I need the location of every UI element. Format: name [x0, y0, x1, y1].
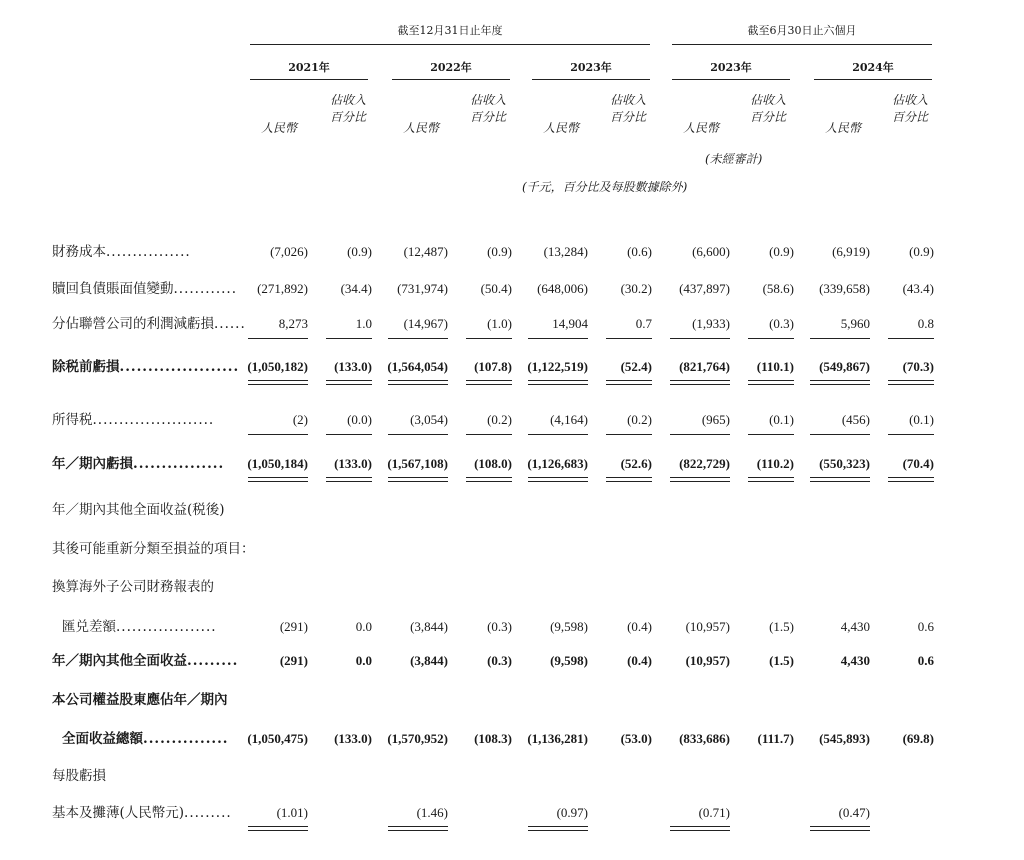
double-underline [606, 477, 652, 482]
amount-rmb-cell: (12,487) [403, 244, 448, 259]
row-label [52, 241, 191, 263]
single-underline [670, 434, 730, 435]
amount-rmb-cell: (731,974) [397, 281, 448, 296]
amount-rmb-cell: (2) [292, 412, 308, 427]
leader-dots: ................ [106, 244, 191, 260]
amount-rmb-cell: 8,273 [278, 316, 308, 331]
pct-of-revenue-cell: (69.8) [902, 731, 934, 746]
year-rule [392, 79, 510, 80]
year-header: 2024年 [852, 61, 894, 74]
leader-dots: ......... [184, 805, 232, 821]
row-finance-costs [0, 241, 1024, 263]
leader-dots: ......... [187, 653, 239, 669]
amount-rmb-cell: 4,430 [840, 619, 870, 634]
pct-of-revenue-cell: 1.0 [355, 316, 372, 331]
col-subheader-rmb: 人民幣 [260, 121, 297, 135]
amount-rmb-cell: (1,122,519) [527, 359, 588, 374]
pct-of-revenue-cell: 0.0 [355, 653, 372, 668]
amount-rmb-cell: (648,006) [537, 281, 588, 296]
double-underline [466, 477, 512, 482]
amount-rmb-cell: (6,919) [832, 244, 870, 259]
row-total-comprehensive-loss [0, 728, 1024, 750]
pct-of-revenue-cell: (1.0) [487, 316, 512, 331]
amount-rmb-cell: (10,957) [685, 653, 730, 668]
amount-rmb-cell: 5,960 [840, 316, 870, 331]
pct-of-revenue-cell: (0.4) [627, 653, 652, 668]
leader-dots: ................... [116, 619, 217, 635]
double-underline [528, 380, 588, 385]
amount-rmb-cell: (9,598) [550, 619, 588, 634]
pct-of-revenue-cell: (1.5) [769, 653, 794, 668]
double-underline [748, 477, 794, 482]
double-underline [388, 826, 448, 831]
row-label-text: 全面收益總額 [62, 731, 143, 747]
pct-of-revenue-cell: (0.4) [627, 619, 652, 634]
double-underline [466, 380, 512, 385]
row-label-text: 匯兑差額 [62, 619, 116, 635]
row-income-tax [0, 409, 1024, 431]
single-underline [606, 434, 652, 435]
year-header: 2021年 [288, 61, 330, 74]
col-subheader-rmb: 人民幣 [682, 121, 719, 135]
pct-of-revenue-cell: (52.4) [620, 359, 652, 374]
pct-of-revenue-cell: (0.2) [627, 412, 652, 427]
row-label [52, 409, 214, 431]
pct-of-revenue-cell: (30.2) [620, 281, 652, 296]
pct-of-revenue-cell: (111.7) [757, 731, 794, 746]
pct-of-revenue-cell: (70.4) [902, 456, 934, 471]
year-rule [672, 79, 790, 80]
year-rule [532, 79, 650, 80]
single-underline [528, 434, 588, 435]
pct-of-revenue-cell: (133.0) [334, 359, 372, 374]
row-reclassifiable-items-heading [0, 538, 1024, 560]
year-header: 2023年 [570, 61, 612, 74]
amount-rmb-cell: (549,867) [819, 359, 870, 374]
pct-of-revenue-cell: (0.9) [909, 244, 934, 259]
row-label-text: 每股虧損 [52, 768, 106, 784]
double-underline [888, 477, 934, 482]
amount-rmb-cell: (10,957) [685, 619, 730, 634]
amount-rmb-cell: (437,897) [679, 281, 730, 296]
row-redemption-liability-change [0, 278, 1024, 300]
amount-rmb-cell: (833,686) [679, 731, 730, 746]
row-label [62, 728, 229, 750]
col-subheader-pct: 佔收入 百分比 [329, 93, 366, 124]
pct-of-revenue-cell: (110.2) [756, 456, 794, 471]
pct-of-revenue-cell: (107.8) [474, 359, 512, 374]
year-header: 2022年 [430, 61, 472, 74]
pct-of-revenue-cell: (133.0) [334, 731, 372, 746]
pct-of-revenue-cell: (0.9) [347, 244, 372, 259]
row-label [52, 576, 214, 598]
row-label-text: 除税前虧損 [52, 359, 120, 375]
amount-rmb-cell: (7,026) [270, 244, 308, 259]
amount-rmb-cell: (6,600) [692, 244, 730, 259]
double-underline [810, 477, 870, 482]
single-underline [888, 338, 934, 339]
amount-rmb-cell: (550,323) [819, 456, 870, 471]
row-label-text: 本公司權益股東應佔年／期內 [52, 692, 228, 708]
amount-rmb-cell: (1.46) [416, 805, 448, 820]
amount-rmb-cell: (271,892) [257, 281, 308, 296]
pct-of-revenue-cell: (0.2) [487, 412, 512, 427]
double-underline [388, 380, 448, 385]
row-translation-heading [0, 576, 1024, 598]
amount-rmb-cell: (1,050,475) [247, 731, 308, 746]
row-label-text: 分佔聯營公司的利潤減虧損 [52, 316, 214, 332]
single-underline [248, 434, 308, 435]
double-underline [528, 477, 588, 482]
double-underline [248, 380, 308, 385]
amount-rmb-cell: (3,844) [410, 619, 448, 634]
pct-of-revenue-cell: (34.4) [340, 281, 372, 296]
single-underline [748, 338, 794, 339]
row-label-text: 年／期內其他全面收益(税後) [52, 502, 225, 518]
row-oci-after-tax-heading [0, 499, 1024, 521]
pct-of-revenue-cell: (0.9) [769, 244, 794, 259]
amount-rmb-cell: (1,050,184) [247, 456, 308, 471]
double-underline [670, 826, 730, 831]
amount-rmb-cell: (821,764) [679, 359, 730, 374]
amount-rmb-cell: (339,658) [819, 281, 870, 296]
unit-note: (千元，百分比及每股數據除外) [522, 180, 688, 194]
double-underline [326, 380, 372, 385]
single-underline [466, 434, 512, 435]
amount-rmb-cell: (9,598) [550, 653, 588, 668]
amount-rmb-cell: (14,967) [403, 316, 448, 331]
pct-of-revenue-cell: (0.6) [627, 244, 652, 259]
amount-rmb-cell: (291) [279, 653, 308, 668]
amount-rmb-cell: (822,729) [679, 456, 730, 471]
amount-rmb-cell: (0.71) [698, 805, 730, 820]
single-underline [810, 434, 870, 435]
single-underline [326, 338, 372, 339]
amount-rmb-cell: (4,164) [550, 412, 588, 427]
row-label [52, 689, 228, 711]
pct-of-revenue-cell: (70.3) [902, 359, 934, 374]
pct-of-revenue-cell: (108.3) [474, 731, 512, 746]
double-underline [748, 380, 794, 385]
single-underline [670, 338, 730, 339]
amount-rmb-cell: (0.97) [556, 805, 588, 820]
amount-rmb-cell: 4,430 [840, 653, 870, 668]
row-total-attributable-heading [0, 689, 1024, 711]
amount-rmb-cell: (1,136,281) [527, 731, 588, 746]
year-header: 2023年 [710, 61, 752, 74]
leader-dots: ............ [173, 281, 237, 297]
amount-rmb-cell: (1,567,108) [387, 456, 448, 471]
row-label [52, 802, 232, 824]
pct-of-revenue-cell: (0.0) [347, 412, 372, 427]
amount-rmb-cell: (1,564,054) [387, 359, 448, 374]
pct-of-revenue-cell: (0.3) [487, 653, 512, 668]
pct-of-revenue-cell: (0.1) [909, 412, 934, 427]
group-header-six-months: 截至6月30日止六個月 [747, 24, 857, 37]
amount-rmb-cell: (1,570,952) [387, 731, 448, 746]
single-underline [748, 434, 794, 435]
amount-rmb-cell: (1,933) [692, 316, 730, 331]
col-subheader-pct: 佔收入 百分比 [609, 93, 646, 124]
pct-of-revenue-cell: 0.6 [917, 653, 934, 668]
col-subheader-pct: 佔收入 百分比 [469, 93, 506, 124]
pct-of-revenue-cell: (0.9) [487, 244, 512, 259]
row-label [62, 616, 217, 638]
row-label-text: 其後可能重新分類至損益的項目： [52, 541, 255, 557]
single-underline [388, 338, 448, 339]
col-subheader-rmb: 人民幣 [402, 121, 439, 135]
pct-of-revenue-cell: 0.7 [635, 316, 652, 331]
single-underline [248, 338, 308, 339]
double-underline [248, 477, 308, 482]
single-underline [888, 434, 934, 435]
single-underline [810, 338, 870, 339]
pct-of-revenue-cell: (50.4) [480, 281, 512, 296]
pct-of-revenue-cell: (110.1) [756, 359, 794, 374]
row-loss-before-tax [0, 356, 1024, 378]
leader-dots: ..................... [119, 359, 240, 375]
double-underline [528, 826, 588, 831]
amount-rmb-cell: (1,050,182) [247, 359, 308, 374]
pct-of-revenue-cell: (43.4) [902, 281, 934, 296]
row-label [52, 278, 237, 300]
pct-of-revenue-cell: (53.0) [620, 731, 652, 746]
col-subheader-rmb: 人民幣 [542, 121, 579, 135]
single-underline [388, 434, 448, 435]
col-subheader-pct: 佔收入 百分比 [749, 93, 786, 124]
pct-of-revenue-cell: 0.6 [917, 619, 934, 634]
row-label [52, 765, 106, 787]
amount-rmb-cell: (1,126,683) [527, 456, 588, 471]
row-oci-for-period [0, 650, 1024, 672]
row-label-text: 所得税 [52, 412, 93, 428]
pct-of-revenue-cell: (58.6) [762, 281, 794, 296]
amount-rmb-cell: (545,893) [819, 731, 870, 746]
row-share-of-associates [0, 313, 1024, 335]
pct-of-revenue-cell: (133.0) [334, 456, 372, 471]
amount-rmb-cell: (456) [841, 412, 870, 427]
group-header-year-ended: 截至12月31日止年度 [397, 24, 503, 37]
leader-dots: ...... [214, 316, 246, 332]
group-header-rule [250, 44, 650, 45]
year-rule [814, 79, 932, 80]
pct-of-revenue-cell: (52.6) [620, 456, 652, 471]
unaudited-note: (未經審計) [705, 152, 763, 166]
amount-rmb-cell: (3,054) [410, 412, 448, 427]
pct-of-revenue-cell: (0.1) [769, 412, 794, 427]
row-label [52, 499, 225, 521]
row-label-text: 財務成本 [52, 244, 106, 260]
single-underline [528, 338, 588, 339]
amount-rmb-cell: (1.01) [276, 805, 308, 820]
row-loss-per-share-heading [0, 765, 1024, 787]
row-label [52, 650, 238, 672]
col-subheader-rmb: 人民幣 [824, 121, 861, 135]
row-label [52, 453, 224, 475]
leader-dots: ............... [143, 731, 229, 747]
single-underline [466, 338, 512, 339]
amount-rmb-cell: 14,904 [552, 316, 588, 331]
amount-rmb-cell: (0.47) [838, 805, 870, 820]
pct-of-revenue-cell: (1.5) [769, 619, 794, 634]
group-header-rule [672, 44, 932, 45]
amount-rmb-cell: (3,844) [410, 653, 448, 668]
amount-rmb-cell: (13,284) [543, 244, 588, 259]
pct-of-revenue-cell: 0.8 [917, 316, 934, 331]
col-subheader-pct: 佔收入 百分比 [891, 93, 928, 124]
double-underline [670, 380, 730, 385]
leader-dots: ................ [133, 456, 225, 472]
row-label-text: 換算海外子公司財務報表的 [52, 579, 214, 595]
year-rule [250, 79, 368, 80]
row-label-text: 年／期內其他全面收益 [52, 653, 187, 669]
row-basic-and-diluted [0, 802, 1024, 824]
amount-rmb-cell: (291) [279, 619, 308, 634]
pct-of-revenue-cell: (108.0) [474, 456, 512, 471]
row-label-text: 贖回負債賬面值變動 [52, 281, 174, 297]
single-underline [326, 434, 372, 435]
row-label-text: 年／期內虧損 [52, 456, 133, 472]
double-underline [326, 477, 372, 482]
leader-dots: ....................... [92, 412, 215, 428]
row-label [52, 538, 255, 560]
row-label-text: 基本及攤薄(人民幣元) [52, 805, 185, 821]
double-underline [810, 380, 870, 385]
row-loss-for-period [0, 453, 1024, 475]
double-underline [248, 826, 308, 831]
double-underline [388, 477, 448, 482]
double-underline [606, 380, 652, 385]
double-underline [810, 826, 870, 831]
pct-of-revenue-cell: (0.3) [769, 316, 794, 331]
pct-of-revenue-cell: 0.0 [355, 619, 372, 634]
row-exchange-differences [0, 616, 1024, 638]
double-underline [670, 477, 730, 482]
amount-rmb-cell: (965) [701, 412, 730, 427]
pct-of-revenue-cell: (0.3) [487, 619, 512, 634]
single-underline [606, 338, 652, 339]
double-underline [888, 380, 934, 385]
